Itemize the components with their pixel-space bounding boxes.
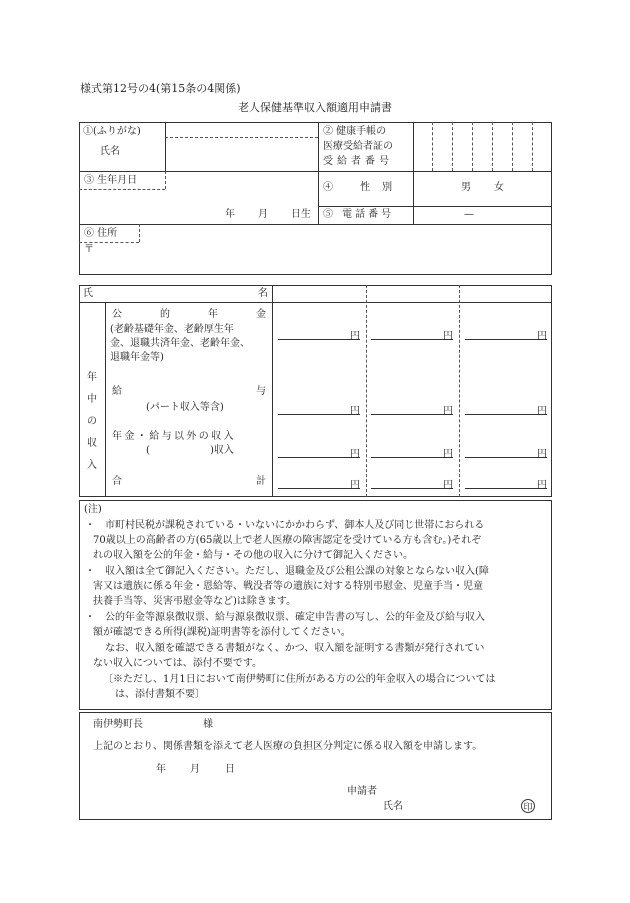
total-yen-3: 円 [537,480,547,491]
pension-amount-2[interactable] [371,326,453,340]
pension-yen-1: 円 [350,331,360,342]
total-amount-2[interactable] [371,475,453,489]
other-amount-3[interactable] [465,444,547,458]
note3-bullet: ・ [85,612,95,623]
birth-year: 年 [225,209,235,220]
form-number: 様式第12号の4(第15条の4関係) [80,82,241,95]
note2-line1: 収入額は全て御記入ください。ただし、退職金及び公租公課の対象とならない収入(障 [105,566,489,577]
phone-label: ⑤ 電話番号 [323,209,395,220]
furigana-label: ①(ふりがな) [83,126,141,137]
birth-day: 日生 [291,209,311,220]
birth-month: 月 [258,209,268,220]
gender-male[interactable]: 男 [461,182,471,193]
form-title: 老人保健基準収入額適用申請書 [238,101,392,114]
pension-sub-line3: 退職年金等) [110,352,164,363]
applicant-name-label: 氏名 [383,801,403,812]
postal-mark: 〒 [84,244,94,255]
pension-sub-line2: 金、退職共済年金、老齢年金、 [110,338,250,349]
note2-line3: 扶養手当等、災害弔慰金等など)は除きます。 [93,596,297,607]
salary-yen-1: 円 [350,406,360,417]
gender-label: ④ 性別 [323,182,405,193]
other-income-title: 年金・給与以外の収入 [112,431,236,442]
gender-female[interactable]: 女 [494,182,504,193]
address-field[interactable] [100,244,550,272]
income-name-header: 氏 名 [83,288,268,299]
name-label-text: 氏名 [100,146,120,157]
pension-sub [110,323,250,365]
note1-line2: 70歳以上の高齢者の方(65歳以上で老人医療の障害認定を受けている方も含む。)それぞ [93,535,482,546]
recipient-number-field[interactable] [414,123,551,170]
note4-line1: なお、収入額を確認できる書類がなく、かつ、収入額を証明する書類が発行されてい [105,643,485,654]
pension-sub-line1: (老齢基礎年金、老齢厚生年 [110,324,234,335]
notes-heading: (注) [84,504,102,515]
total-amount-3[interactable] [465,475,547,489]
note1-line3: れの収入額を公的年金・給与・その他の収入に分けて御記入ください。 [93,550,413,561]
addressee-honorific: 様 [203,719,213,730]
note3-line1: 公的年金等源泉徴収票、給与源泉徴収票、確定申告書の写し、公的年金及び給与収入 [105,612,485,623]
insurance-label-line2: 医療受給者証の [323,141,393,152]
salary-title: 給 与 [112,386,266,397]
note4-line2: ない収入については、添付不要です。 [93,658,262,669]
note5-line1: 〔※ただし、1月1日において南伊勢町に住所がある方の公的年金収入の場合については [103,674,496,685]
applicant-label: 申請者 [347,786,377,797]
other-yen-2: 円 [443,449,453,460]
salary-amount-3[interactable] [465,401,547,415]
address-label: ⑥ 住所 [84,228,118,239]
applicant-name-field[interactable] [410,798,515,814]
insurance-label-line1: ② 健康手帳の [323,126,387,137]
pension-title: 公 的 年 金 [112,309,266,320]
side-char-3: の [87,416,97,427]
total-amount-1[interactable] [278,475,360,489]
other-income-sub-open: ( [146,445,150,456]
phone-separator: — [464,209,474,220]
salary-amount-2[interactable] [371,401,453,415]
salary-amount-1[interactable] [278,401,360,415]
side-char-4: 収 [87,438,97,449]
pension-amount-1[interactable] [278,326,360,340]
seal-mark-icon [521,799,535,813]
note2-bullet: ・ [85,566,95,577]
pension-yen-2: 円 [443,331,453,342]
pension-yen-3: 円 [537,331,547,342]
total-title: 合 計 [112,476,266,487]
addressee: 南伊勢町長 [93,719,143,730]
side-char-5: 入 [87,460,97,471]
submission-day: 日 [225,764,235,775]
submission-year: 年 [156,764,166,775]
birth-label: ③ 生年月日 [84,175,138,186]
insurance-label-line3: 受給者番号 [323,156,393,167]
note1-bullet: ・ [85,520,95,531]
notes-list [85,518,555,708]
other-income-sub-close: )収入 [210,445,234,456]
insurance-label [323,124,393,169]
name-field[interactable] [166,138,317,170]
note3-line2: 額が確認できる所得(課税)証明書等を添付してください。 [93,627,351,638]
salary-sub: (パート収入等含) [146,402,224,413]
other-amount-1[interactable] [278,444,360,458]
other-yen-3: 円 [537,449,547,460]
total-yen-1: 円 [350,480,360,491]
submission-month: 月 [190,764,200,775]
salary-yen-2: 円 [443,406,453,417]
statement: 上記のとおり、関係書類を添えて老人医療の負担区分判定に係る収入額を申請します。 [93,741,483,752]
note2-line2: 害又は遺族に係る年金・恩給等、戦没者等の遺族に対する特別弔慰金、児童手当・児童 [93,581,483,592]
note5-line2: は、添付書類不要〕 [115,689,205,700]
total-yen-2: 円 [443,480,453,491]
side-char-1: 年 [87,372,97,383]
income-side-label [86,367,98,477]
salary-yen-3: 円 [537,406,547,417]
name-label [100,146,158,158]
other-amount-2[interactable] [371,444,453,458]
side-char-2: 中 [87,394,97,405]
pension-amount-3[interactable] [465,326,547,340]
seal-text: 印 [523,802,533,813]
note1-line1: 市町村民税が課税されている・いないにかかわらず、御本人及び同じ世帯におられる [105,520,485,531]
other-yen-1: 円 [350,449,360,460]
